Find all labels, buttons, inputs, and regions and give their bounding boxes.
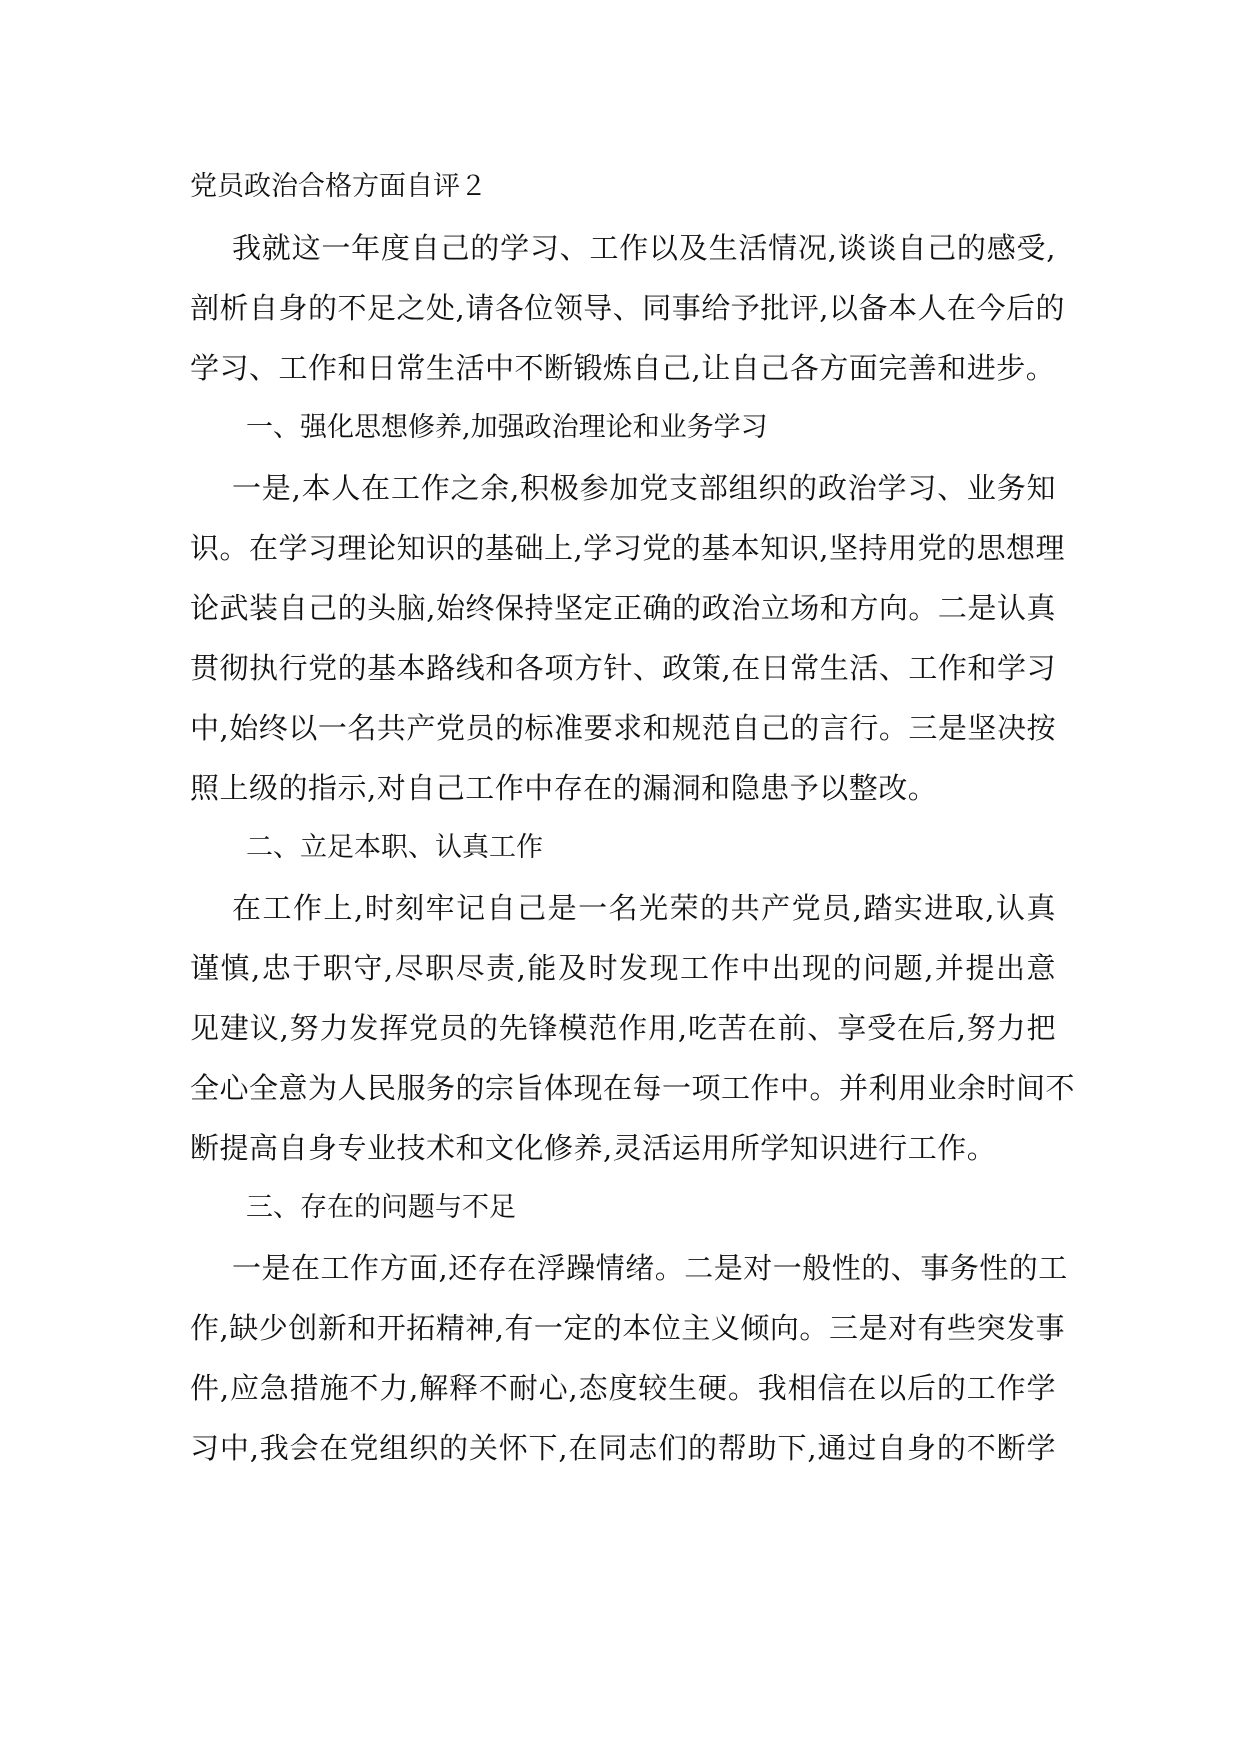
paragraph-line: 谨慎,忠于职守,尽职尽责,能及时发现工作中出现的问题,并提出意 (190, 951, 1056, 985)
section-heading-1: 一、强化思想修养,加强政治理论和业务学习 (246, 412, 768, 443)
section-2-paragraph (190, 878, 1076, 1178)
section-3-paragraph (190, 1238, 1068, 1478)
paragraph-line: 贯彻执行党的基本路线和各项方针、政策,在日常生活、工作和学习 (190, 651, 1056, 685)
paragraph-line: 断提高自身专业技术和文化修养,灵活运用所学知识进行工作。 (190, 1131, 997, 1165)
paragraph-line: 全心全意为人民服务的宗旨体现在每一项工作中。并利用业余时间不 (190, 1071, 1076, 1105)
document-page (190, 160, 1076, 1478)
paragraph-line: 中,始终以一名共产党员的标准要求和规范自己的言行。三是坚决按 (190, 711, 1056, 745)
section-heading-3: 三、存在的问题与不足 (246, 1192, 516, 1223)
section-1-paragraph (190, 458, 1065, 818)
paragraph-line: 件,应急措施不力,解释不耐心,态度较生硬。我相信在以后的工作学 (190, 1371, 1056, 1405)
paragraph-line: 作,缺少创新和开拓精神,有一定的本位主义倾向。三是对有些突发事 (190, 1311, 1065, 1345)
paragraph-line: 学习、工作和日常生活中不断锻炼自己,让自己各方面完善和进步。 (190, 351, 1056, 385)
paragraph-line: 一是在工作方面,还存在浮躁情绪。二是对一般性的、事务性的工 (232, 1251, 1068, 1285)
paragraph-line: 习中,我会在党组织的关怀下,在同志们的帮助下,通过自身的不断学 (190, 1431, 1056, 1465)
document-title: 党员政治合格方面自评２ (190, 171, 487, 202)
paragraph-line: 在工作上,时刻牢记自己是一名光荣的共产党员,踏实进取,认真 (232, 891, 1056, 925)
paragraph-line: 论武装自己的头脑,始终保持坚定正确的政治立场和方向。二是认真 (190, 591, 1056, 625)
paragraph-line: 识。在学习理论知识的基础上,学习党的基本知识,坚持用党的思想理 (190, 531, 1065, 565)
paragraph-line: 剖析自身的不足之处,请各位领导、同事给予批评,以备本人在今后的 (190, 291, 1065, 325)
section-heading-2: 二、立足本职、认真工作 (246, 832, 543, 863)
paragraph-line: 见建议,努力发挥党员的先锋模范作用,吃苦在前、享受在后,努力把 (190, 1011, 1056, 1045)
paragraph-line: 一是,本人在工作之余,积极参加党支部组织的政治学习、业务知 (232, 471, 1056, 505)
intro-paragraph (190, 218, 1065, 398)
paragraph-line: 我就这一年度自己的学习、工作以及生活情况,谈谈自己的感受, (232, 231, 1056, 265)
paragraph-line: 照上级的指示,对自己工作中存在的漏洞和隐患予以整改。 (190, 771, 938, 805)
